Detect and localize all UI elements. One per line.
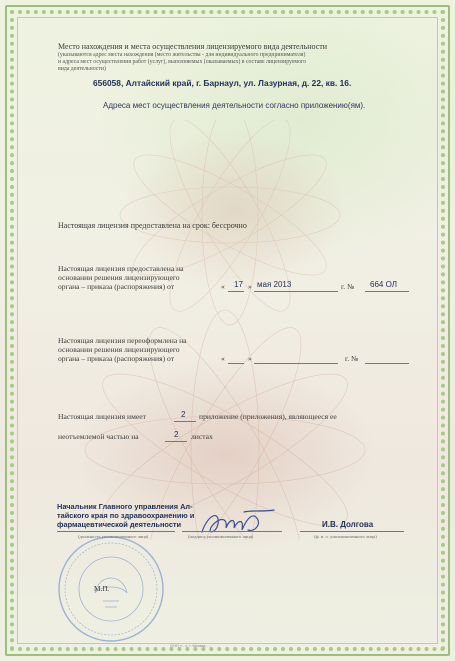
signature-caption: (подпись уполномоченного лица): [188, 534, 254, 539]
sheets-suffix: листах: [191, 432, 213, 441]
day-underline: [228, 291, 244, 292]
order-number-label: г. №: [341, 282, 355, 291]
day-underline: [228, 363, 244, 364]
attachments-label: Настоящая лицензия имеет: [58, 412, 146, 421]
signatory-position: Начальник Главного управления Ал-: [57, 502, 193, 511]
attachments-count: 2: [181, 410, 186, 419]
month-underline: [254, 363, 338, 364]
open-quote: «: [221, 354, 225, 363]
order-number: 664 ОЛ: [370, 280, 397, 289]
signatory-position: тайского края по здравоохранению и: [57, 511, 195, 520]
open-quote: «: [221, 282, 225, 291]
granted-order-label: органа – приказа (распоряжения) от: [58, 282, 175, 291]
guilloche-rosette: [70, 120, 390, 540]
position-underline: [57, 531, 175, 532]
close-quote: »: [248, 282, 252, 291]
name-caption: (ф. и. о. уполномоченного лица): [314, 534, 377, 539]
reissued-basis-line: основании решения лицензирующего: [58, 345, 180, 354]
order-month-year: мая 2013: [257, 280, 292, 289]
sheets-underline: [165, 441, 187, 442]
number-underline: [365, 363, 409, 364]
attachments-suffix: приложение (приложения), являющееся ее: [199, 412, 337, 421]
sheets-count: 2: [174, 430, 179, 439]
license-term: Настоящая лицензия предоставлена на срок: бессрочно: [58, 221, 247, 230]
reissued-order-label: органа – приказа (распоряжения) от: [58, 354, 175, 363]
signatory-position: фармацевтической деятельности: [57, 520, 182, 529]
reissued-basis-line: Настоящая лицензия переоформлена на: [58, 336, 187, 345]
signatory-name: И.В. Долгова: [322, 520, 374, 529]
count-underline: [174, 421, 196, 422]
location-heading-note: (указываются адрес места нахождения (место жительства - для индивидуального предпринимателя): [58, 52, 306, 58]
sheets-label: неотъемлемой частью на: [58, 432, 139, 441]
official-seal: [55, 533, 167, 645]
printer-imprint: ООО «...», г. Москва, ...: [170, 644, 211, 648]
location-heading-note: и адреса мест осуществления работ (услуг), выполняемых (оказываемых) в составе лицензируемого: [58, 59, 307, 65]
stamp-place-label: М.П.: [94, 584, 110, 593]
number-underline: [365, 291, 409, 292]
license-address: 656058, Алтайский край, г. Барнаул, ул. Лазурная, д. 22, кв. 16.: [93, 78, 352, 88]
location-heading: Место нахождения и места осуществления лицензируемого вида деятельности: [58, 42, 328, 51]
order-day: 17: [234, 280, 243, 289]
annex-addresses-note: Адреса мест осуществления деятельности согласно приложению(ям).: [103, 101, 366, 110]
month-underline: [254, 291, 338, 292]
name-underline: [300, 531, 404, 532]
granted-basis-line: основании решения лицензирующего: [58, 273, 180, 282]
close-quote: »: [248, 354, 252, 363]
position-caption: (должность уполномоченного лица): [78, 534, 149, 539]
signature-underline: [182, 531, 282, 532]
location-heading-note: вида деятельности): [58, 66, 106, 72]
granted-basis-line: Настоящая лицензия предоставлена на: [58, 264, 184, 273]
reissued-number-label: г. №: [345, 354, 359, 363]
